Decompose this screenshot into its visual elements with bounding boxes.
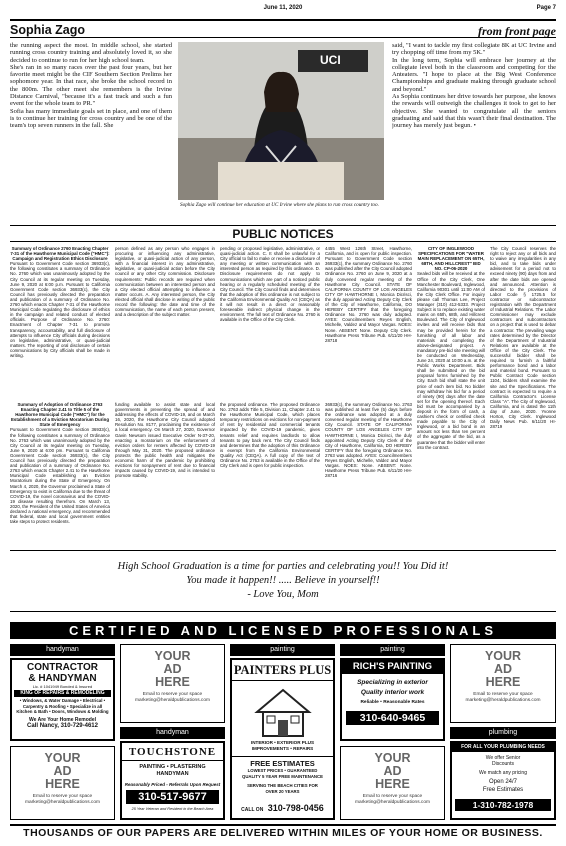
ad-painters-serving: SERVING THE BEACH CITIES FOR OVER 20 YEARS — [247, 783, 318, 794]
page-header — [10, 5, 556, 17]
notice-ordinance-2763-col1 — [10, 402, 110, 544]
ad-painters-services: INTERIOR • EXTERIOR PLUS IMPROVEMENTS • REPAIRS — [250, 740, 315, 751]
your-ad-line: AD — [163, 662, 182, 676]
your-ad-line: AD — [493, 662, 513, 676]
ad-touchstone-tagline: Reasonably Priced - Referrals Upon Request — [124, 782, 221, 787]
ad-richs-phone: 310-640-9465 — [346, 711, 439, 725]
ad-touchstone-footer: 25 Year Veteran and Resident in the Beach Area — [131, 807, 214, 811]
jump-line: from front page — [478, 24, 556, 38]
article-title-bar — [10, 19, 556, 38]
your-ad-line: HERE — [155, 675, 190, 689]
your-ad-line: YOUR — [374, 751, 411, 765]
ad-plumbing-line: Free Estimates — [482, 787, 524, 793]
notice-body: Sealed bids will be received at the Office of the City Clerk, One Manchester Boulevard, Inglewood, California 90301 until 11:00 AM of the City Clerk Office. For inquiry please call Thomas Lee, Project Manager (310) 412-5333. Project Subject is to replace existing water mains on 65th, 68th, and Hillcrest Boulevard. The City of Inglewood invites and will receive bids that may be provided herein for the furnishing of all labor and materials and completing the above-designated project. A mandatory pre-bid site meeting will be conducted on Wednesday, June 24, 2020 at 10:00 a.m. at the Public Works Department. Bids shall be submitted on the bid proposal forms furnished by the City. Each bid shall state the unit price of each item bid. No bidder may withdraw his bid for a period of ninety (90) days after the date set for the opening thereof. Each bid must be accompanied by a deposit in the form of cash, a cashier's check or certified check made payable to the City of Inglewood, or a bid bond in an amount not less than ten percent of the aggregate of the bid, as a guarantee that the bidder will enter into the contract. — [417, 271, 485, 450]
notice-ordinance-2763-col2: funding available to assist state and local governments in preventing the spread of and addressing the effects of COVID-19, and on March 16, 2020, the Hawthorne City Council adopted Resolution No. 8177, proclaiming the existence of a local emergency. On March 27, 2020, Governor Gavin Newsom issued Executive Order N-37-20, enacting a moratorium on the enforcement of eviction orders for renters affected by COVID-19 through May 31, 2020. The proposed ordinance protects the public health and mitigates the economic harm of the pandemic by prohibiting evictions for nonpayment of rent due to financial impacts caused by COVID-19, and is intended to promote stability. — [115, 402, 215, 479]
ad-plumbing — [450, 741, 556, 820]
ad-plumbing-head: FOR ALL YOUR PLUMBING NEEDS — [452, 743, 554, 752]
notice-ordinance-2760-col3: pending or proposed legislative, administrative, or quasi-judicial action. C. It shall be unlawful for a City official to fail to make or receive a disclosure of any meeting or written communication with an interested person as required by this ordinance. D. Disclosure requirements do not apply to communications which are part of a noticed public hearing or a regularly scheduled meeting of the City Council. The City Council finds and determines that the adoption of this ordinance is not subject to the California Environmental Quality Act (CEQA) as it will not result in a direct or reasonably foreseeable indirect physical change in the environment. The full text of Ordinance No. 2760 is available in the Office of the City Clerk. — [220, 246, 320, 323]
ad-handyman-title: & HANDYMAN — [28, 673, 97, 684]
ad-painters-guarantee: LOWEST PRICES • GUARANTEED QUALITY 5 YEAR FREE MAINTENANCE — [241, 768, 323, 779]
your-ad-line: YOUR — [484, 649, 522, 663]
ad-richs-painting — [340, 658, 445, 741]
your-ad-note: Email to reserve your space — [32, 794, 93, 799]
your-ad-email[interactable]: marketing@heraldpublications.com — [25, 800, 100, 805]
notice-ordinance-2760-col2: person defined as any person who engages in procuring or influencing any administrative, legislative, or quasi-judicial action of any person, with a financial interest in any administrative, legislative, or quasi-judicial action before the City council or any other City commission. Disclosure requirements: Public records are required when communication between an interested person and a City elected official attempting to influence a matter occurs. A. Any interested person, the City elected official shall disclose in writing of the public record the following: the date and time of the communication, the name of each person present, and a description of the subject matter. — [115, 246, 215, 318]
ad-touchstone — [120, 741, 225, 820]
category-painting: painting — [230, 644, 335, 656]
page-number: Page 7 — [536, 5, 556, 11]
your-ad-here-box[interactable] — [450, 644, 556, 723]
your-ad-line: HERE — [375, 777, 410, 791]
category-painting: painting — [340, 644, 445, 656]
your-ad-note: Email to reserve your space — [142, 692, 203, 697]
issue-date: June 11, 2020 — [263, 5, 303, 11]
ad-touchstone-services: PAINTING • PLASTERING HANDYMAN — [139, 764, 206, 777]
notice-ordinance-2763-col4: 36933(c), the summary Ordinance No. 2763 was published at least five (5) days before the ordinance was adopted at a duly convened regular meeting of the Hawthorne City Council. STATE OF CALIFORNIA COUNTY OF LOS ANGELES CITY OF HAWTHORNE I, Monica Dicrisci, the duly appointed Acting Deputy City Clerk of the City of Hawthorne, California, DO HEREBY CERTIFY that the foregoing Ordinance No. 2763 was adopted. AYES: Councilmembers Reyes English, Michelle, Valdez and Mayor Vargas. NOES: None. ABSENT: None. Hawthorne Press Tribune Pub. 6/11/20 HH-28716 — [325, 402, 412, 479]
ad-contractor-handyman — [10, 658, 115, 741]
article-title: Sophia Zago — [10, 23, 85, 37]
ad-license: Lic. # 1041949 Bonded & Insured — [32, 684, 93, 689]
notice-body: Pursuant to Government Code section 36933(c), the following constitutes a summary of Ordinance No. 2763 which was unanimously adopted by the City Council at its regular meeting on Tuesday, June 9, 2020 at 6:00 pm. Pursuant to California Government Code section 36933(c), the City Council has previously directed the preparation and publication of a summary of Ordinance No. 2763 which enacts Chapter 2.41 to the Hawthorne Municipal Code establishing an Eviction Moratorium during the State of Emergency. On March 4, 2020, the Governor proclaimed a State of Emergency to exist in California due to the threat of COVID-19, the novel coronavirus and the COVID-19 disease resulting therefrom. On March 13, 2020, the President of the United States of America declared a national emergency, and recommended that federal, state and local government entities take steps to protect residents. — [10, 427, 110, 525]
your-ad-line: HERE — [485, 675, 521, 689]
ad-touchstone-phone: 310-517-9677 — [126, 790, 219, 804]
grad-line-1: High School Graduation is a time for parties and celebrating you!! You Did it! — [117, 561, 449, 572]
your-ad-here-box[interactable] — [120, 644, 225, 723]
notice-body: Pursuant to Government Code section 36933(c), the following constitutes a summary of Ordinance No. 2760 which was unanimously adopted by the City Council at its regular meeting on Tuesday, June 9, 2020 at 6:00 p.m. Pursuant to California Government Code section 36933(c), the City Council has previously directed the preparation and publication of a summary of Ordinance No. 2760 which enacts Chapter 7-31 of the Hawthorne Municipal Code regulating the disclosure of ethics in the campaign and related conduct of elected officials. Purpose of Ordinance No. 2760: Enactment of Chapter 7-31 to promote transparency, accountability, and full disclosure of attempts to influence City officials during decisions on legislative, administrative, or quasi-judicial matters. The reporting of oral disclosure of certain communications by City officials shall be made in writing. — [10, 261, 110, 358]
category-handyman: handyman — [120, 727, 225, 739]
ad-touchstone-title: TOUCHSTONE — [122, 743, 223, 761]
your-ad-email[interactable]: marketing@heraldpublications.com — [355, 800, 430, 805]
ad-richs-line: Specializing in exterior — [357, 679, 428, 686]
your-ad-note: Email to reserve your space — [473, 692, 533, 697]
grad-line-2: You made it happen!! ..... Believe in yourself!! — [186, 575, 380, 586]
article-photo — [178, 42, 384, 212]
certified-banner: CERTIFIED AND LICENSED PROFESSIONALS — [10, 622, 556, 639]
your-ad-line: AD — [53, 764, 72, 778]
ad-richs-title: RICH'S PAINTING — [342, 660, 443, 674]
notice-inglewood-bid — [417, 246, 485, 544]
category-handyman: handyman — [10, 644, 115, 656]
notice-inglewood-bid-col2: The City Council reserves the right to reject any or all bids and to waive any irregularities in any bid, and to take bids under advisement for a period not to exceed ninety (90) days from and after the date bids are opened and announced. Attention is directed to the provisions of Labor Code § 1725.5 for contractor or subcontractor registration with the Department of Industrial Relations. The Labor Commissioner may exclude contractors and subcontractors on a project that is used to debar a contractor. The prevailing wage rates determined by the Director of the Department of Industrial Relations are available at the Office of the City Clerk. The successful bidder shall be required to furnish a faithful performance bond and a labor and material bond. Pursuant to Public Contract Code section 1104, bidders shall examine the site and the Specifications. The contract is expected to require a California Contractor's License Class "A". The City of Inglewood, California, and is dated the 11th day of June, 2020. Yvonne Horton, City Clerk. Inglewood Daily News Pub. 6/11/20 HI-28719 — [490, 246, 556, 430]
footer-banner: THOUSANDS OF OUR PAPERS ARE DELIVERED WITHIN MILES OF YOUR HOME OR BUSINESS. — [10, 824, 556, 841]
your-ad-email[interactable]: marketing@heraldpublications.com — [135, 698, 210, 703]
grad-line-3: - Love You, Mom — [247, 589, 319, 600]
notice-title: Summary of Adoption of Ordinance 2763 Enacting Chapter 2.41 to Title 5 of the Hawthorne Municipal Code ("HMC") for the Establishment of a Eviction Moratorium During State of Emergency — [10, 402, 110, 428]
ad-plumbing-line: We match any pricing — [479, 770, 527, 776]
article-column-3: said, "I want to tackle my first collegiate 8K at UC Irvine and try chopping off time from my 5K." In the long term, Sophia will embrace her journey at the collegiate level both in the classroom and competing for the Anteaters. "I hope to place at the Big West Conference Championships and graduate making through graduate school and beyond." As Sophia continues her drive towards her purpose, she knows the rewards will outweigh the challenges it took to get to her objective. She wanted to congratulate all the seniors graduating and said that this wasn't their final destination. The journey has merely just begun. • — [392, 42, 556, 130]
ad-subtitle: KING OF REPAIRS & REMODELING — [14, 690, 111, 697]
ad-painters-phone: 310-798-0456 — [267, 803, 324, 813]
ad-plumbing-phone: 1-310-782-1978 — [455, 799, 551, 811]
ad-tagline: We Are Your Home Remodel — [28, 716, 97, 723]
graduate-photo-illustration — [178, 42, 384, 200]
graduation-message — [10, 550, 556, 612]
notice-title: Summary of Ordinance 2760 Enacting Chapter 7-31 of the Hawthorne Municipal Code ("HMC"): Campaign and Registration Ethics Disclosure — [10, 246, 110, 262]
your-ad-line: YOUR — [44, 751, 81, 765]
public-notices-heading: PUBLIC NOTICES — [10, 225, 556, 242]
your-ad-here-box[interactable] — [10, 746, 115, 820]
notice-ordinance-2763-col3: the proposed ordinance. The proposed Ordinance No. 2763 adds Title 5, Division 11, Chapter 2.41 to the Hawthorne Municipal Code, which places temporary restrictions on evictions for non-payment of rent by residential and commercial tenants impacted by the COVID-19 pandemic, gives tenants relief and requires landlords to allow tenants to pay back rent. The City Council finds and determines that the adoption of this Ordinance is exempt from the California Environmental Quality Act (CEQA). A full copy of the text of Ordinance No. 2763 is available in the Office of the City Clerk and is open for public inspection. — [220, 402, 320, 469]
your-ad-line: HERE — [45, 777, 80, 791]
category-plumbing: plumbing — [450, 727, 556, 739]
notice-title: CITY OF INGLEWOOD SPECIFICATIONS FOR "WATER MAIN REPLACEMENT ON 65TH, 68TH, AND HILLCREST" BID NO. CP-06-2020 — [417, 246, 485, 272]
your-ad-note: Email to reserve your space — [362, 794, 423, 799]
ad-plumbing-line: We offer Senior Discounts — [485, 755, 521, 767]
notice-ordinance-2760-col4: 4455 West 126th Street, Hawthorne, California, and is open for public inspection. Pursuant to Government Code section 36933(c), the summary Ordinance No. 2760 was published after the City Council adopted Ordinance No. 2760 on June 9, 2020 at a duly convened regular meeting of the Hawthorne City Council. STATE OF CALIFORNIA COUNTY OF LOS ANGELES CITY OF HAWTHORNE I, Monica Dicrisci, the duly appointed Acting Deputy City Clerk of the City of Hawthorne, California, DO HEREBY CERTIFY that the foregoing Ordinance No. 2760 was duly adopted. AYES: Councilmembers Reyes English, Michelle, Valdez and Mayor Vargas. NOES: None. ABSENT: None. Deputy City Clerk. Hawthorne Press Tribune Pub. 6/11/20 HH-28718 — [325, 246, 412, 343]
ad-painters-title: PAINTERS PLUS — [232, 663, 333, 681]
ad-painters-free: FREE ESTIMATES — [232, 756, 333, 768]
your-ad-email[interactable]: marketing@heraldpublications.com — [465, 698, 541, 703]
house-icon — [253, 686, 313, 738]
ad-services: • Windows, & Water Damage • Electrical • Carpentry & Roofing • Specialize in all Kitchen & Bath • Doors, Windows & Molding — [16, 698, 109, 714]
ad-plumbing-line: Open 24/7 — [488, 779, 518, 785]
photo-caption: Sophia Zago will continue her education at UC Irvine where she plans to run cross country too. — [178, 200, 384, 212]
your-ad-line: AD — [383, 764, 402, 778]
ad-painters-plus — [230, 658, 335, 820]
ad-contractor-title: CONTRACTOR — [27, 662, 98, 673]
notice-ordinance-2760-col1 — [10, 246, 110, 396]
ad-richs-line: Reliable • Reasonable Rates — [360, 700, 425, 705]
article-column-1: the running aspect the most. In middle school, she started running cross country training and absolutely loved it, so she decided to continue to run for her high school team. She's ran in so many races over the past four years, but her favorite meet might be the CIF Southern Section Prelims her sophomore year. In that race, she broke the school record in the 800m. The other meet she remembers is the Irvine Distance Carnival, "because it's a fast track and such a fun event for the whole team to PR." Sofia has many immediate goals set in place, and one of them is to continue her training for cross country and be one of the team's top seven runners in the fall. She — [10, 42, 172, 130]
ad-phone: Call Nancy, 310-729-4612 — [27, 722, 98, 729]
ad-richs-line: Quality interior work — [360, 689, 425, 696]
your-ad-line: YOUR — [154, 649, 191, 663]
your-ad-here-box[interactable] — [340, 746, 445, 820]
uci-banner-text: UCI — [320, 53, 341, 67]
ad-painters-call: CALL ON — [241, 807, 264, 813]
